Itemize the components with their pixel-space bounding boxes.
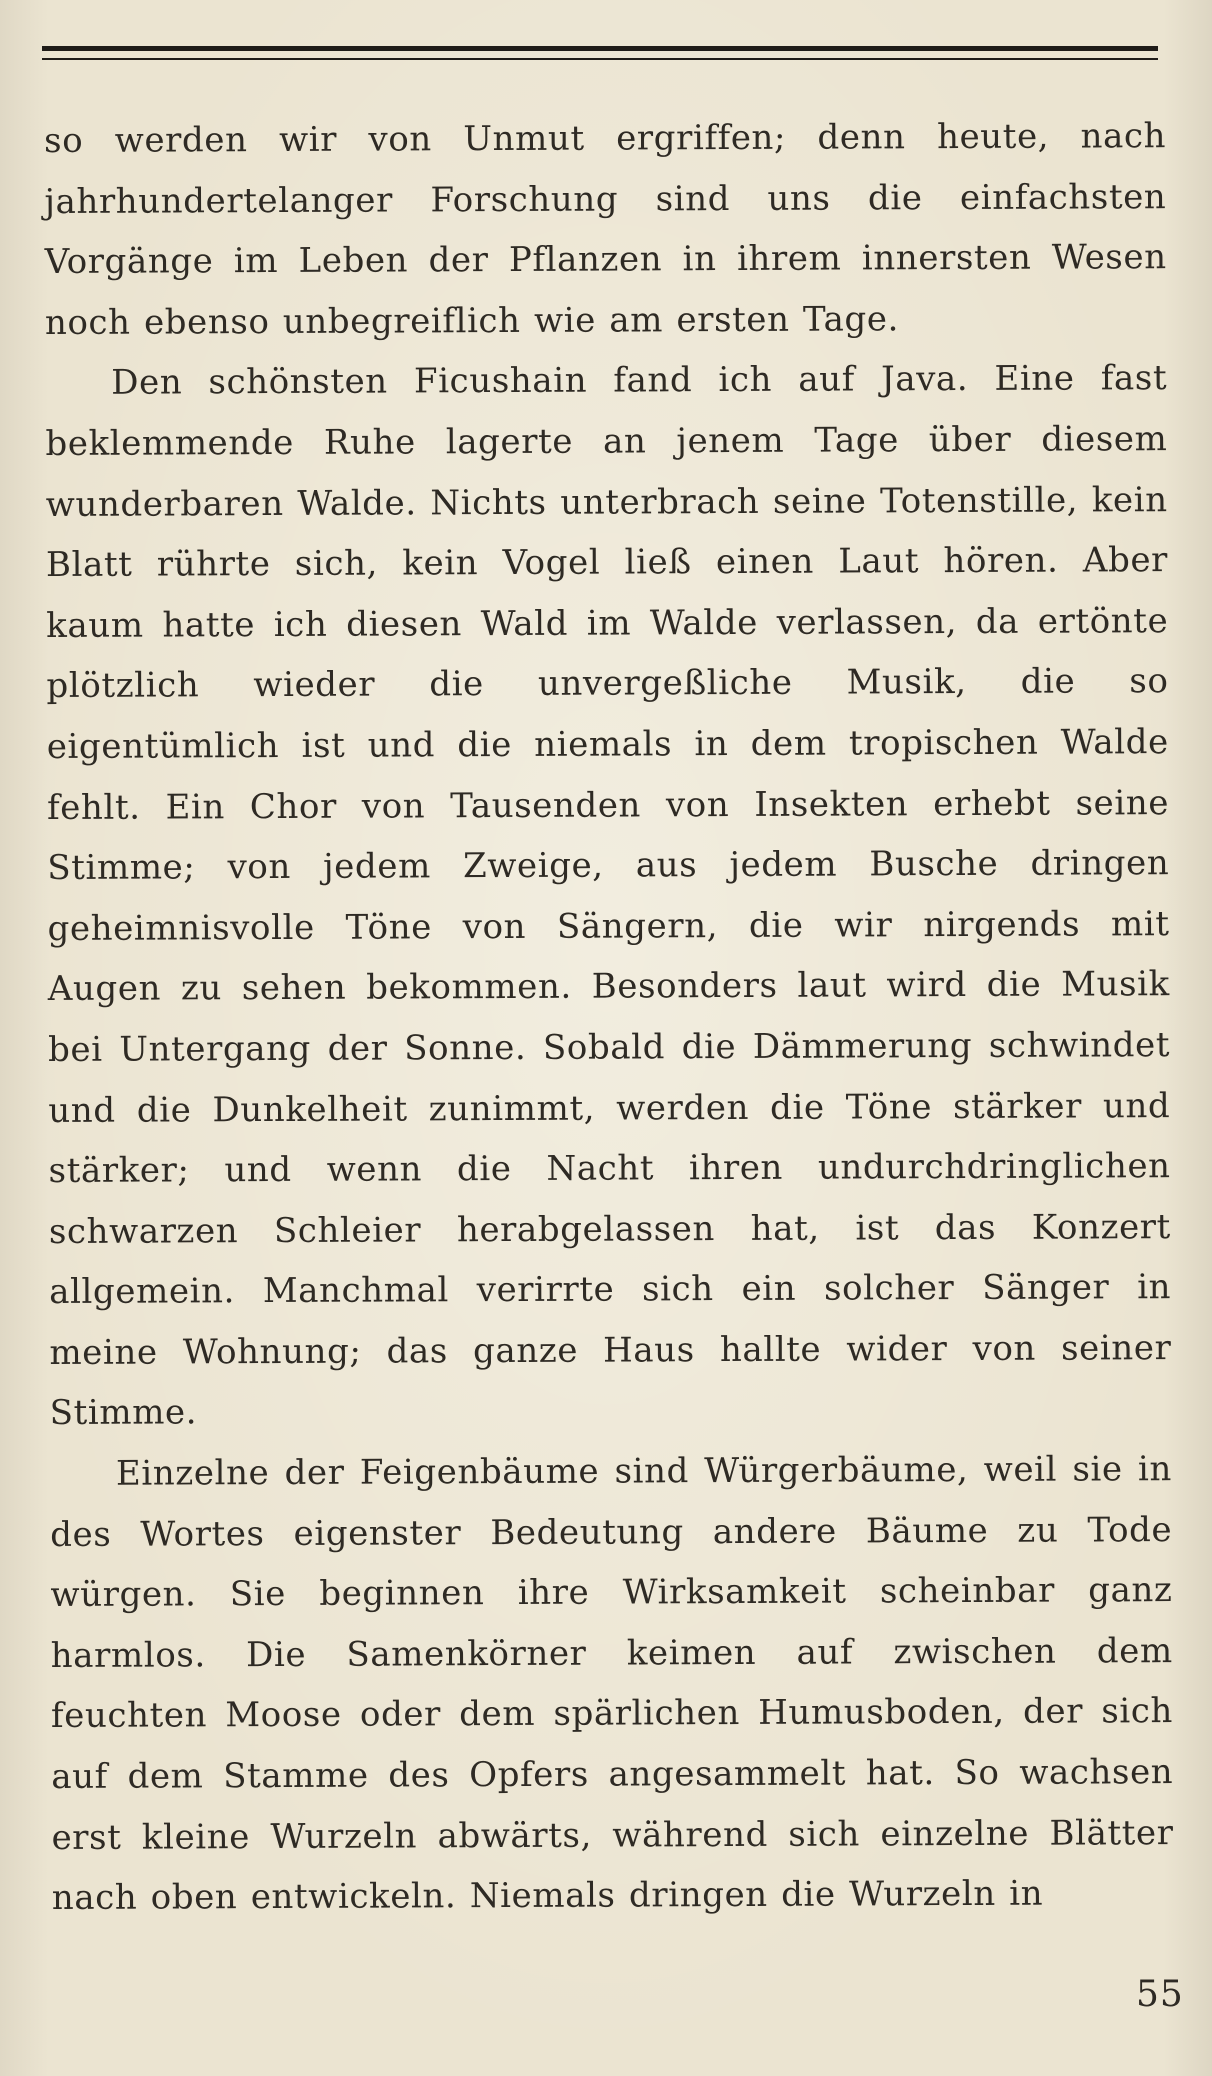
body-text — [44, 106, 1174, 1929]
page-number: 55 — [1136, 1974, 1184, 2015]
paragraph-2: Den schönsten Ficushain fand ich auf Java. Eine fast beklemmende Ruhe lagerte an jenem Tage über diesem wunderbaren Walde. Nichts unterbrach seine Totenstille, kein Blatt rührte sich, kein Vogel ließ einen Laut hören. Aber kaum hatte ich diesen Wald im Walde verlassen, da ertönte plötzlich wieder die unvergeßliche Musik, die so eigentümlich ist und die niemals in dem tropischen Walde fehlt. Ein Chor von Tausenden von Insekten erhebt seine Stimme; von jedem Zweige, aus jedem Busche dringen geheimnisvolle Töne von Sängern, die wir nirgends mit Augen zu sehen bekommen. Besonders laut wird die Musik bei Untergang der Sonne. Sobald die Dämmerung schwindet und die Dunkelheit zunimmt, werden die Töne stärker und stärker; und wenn die Nacht ihren undurchdringlichen schwarzen Schleier herabgelassen hat, ist das Konzert allgemein. Manchmal verirrte sich ein solcher Sänger in meine Wohnung; das ganze Haus hallte wider von seiner Stimme. — [45, 358, 1172, 1434]
paragraph-3: Einzelne der Feigenbäume sind Würgerbäume, weil sie in des Wortes eigenster Bedeutung andere Bäume zu Tode würgen. Sie beginnen ihre Wirksamkeit scheinbar ganz harmlos. Die Samenkörner keimen auf zwischen dem feuchten Moose oder dem spärlichen Humusboden, der sich auf dem Stamme des Opfers angesammelt hat. So wachsen erst kleine Wurzeln abwärts, während sich einzelne Blätter nach oben entwickeln. Niemals dringen die Wurzeln in — [50, 1449, 1174, 1919]
paragraph-1: so werden wir von Unmut ergriffen; denn heute, nach jahrhundertelanger Forschung sind uns die einfachsten Vorgänge im Leben der Pflanzen in ihrem innersten Wesen noch ebenso unbegreiflich wie am ersten Tage. — [44, 116, 1167, 343]
header-rule-thick — [42, 46, 1158, 51]
header-rule-thin — [42, 58, 1158, 60]
